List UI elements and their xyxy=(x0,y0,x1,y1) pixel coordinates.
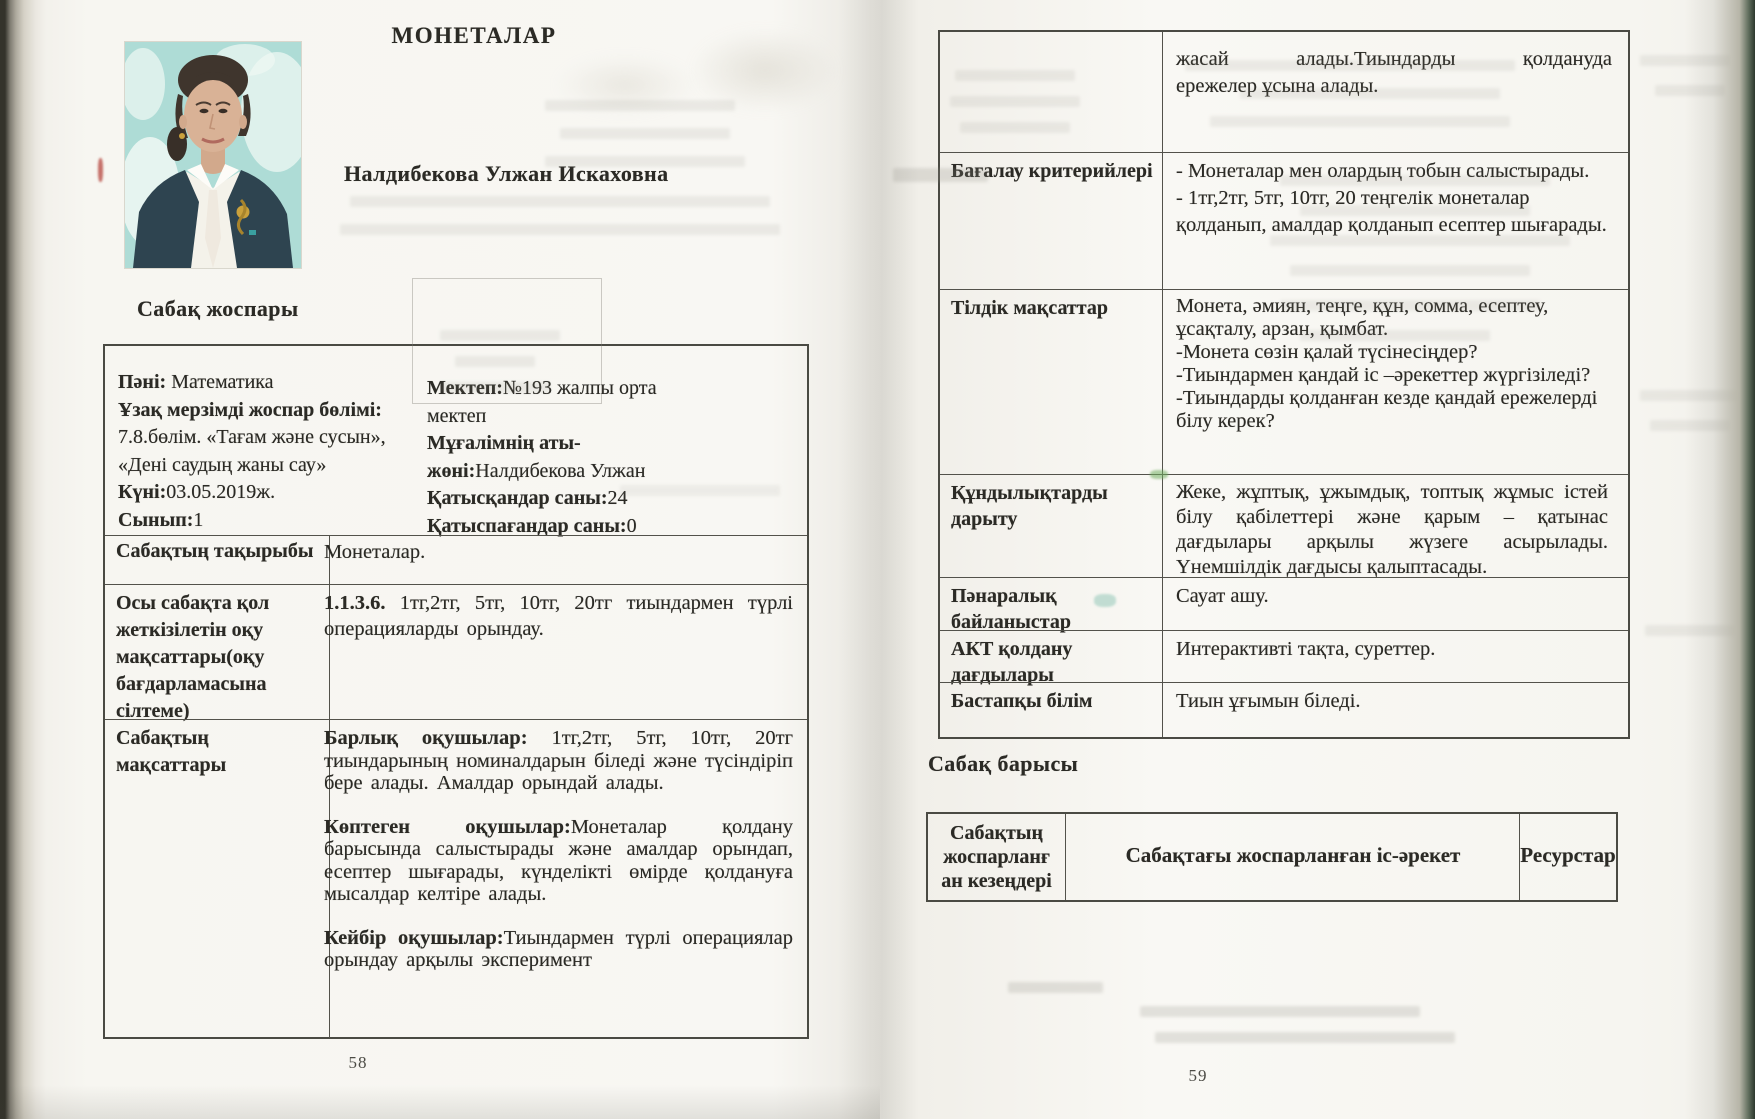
bleedthrough-artifact xyxy=(1300,330,1490,341)
language-goals-row xyxy=(940,289,1628,475)
bleedthrough-artifact xyxy=(1185,60,1515,71)
objectives-row xyxy=(105,584,807,720)
bleedthrough-artifact xyxy=(1270,235,1570,246)
page-number-left: 58 xyxy=(348,1053,368,1072)
bleedthrough-artifact xyxy=(1008,982,1103,993)
cyan-ink-fleck xyxy=(1094,594,1116,607)
bleedthrough-artifact xyxy=(1155,1032,1455,1043)
lesson-info-table xyxy=(103,344,809,1039)
values-row xyxy=(940,474,1628,578)
book-spine-shadow xyxy=(838,0,918,1119)
goals-label: Сабақтың мақсаттары xyxy=(105,720,330,1038)
bleedthrough-artifact xyxy=(440,330,560,341)
page-right xyxy=(878,0,1755,1119)
topic-value: Монеталар. xyxy=(324,541,426,563)
bleedthrough-artifact xyxy=(950,96,1080,107)
ict-value: Интерактивті тақта, суреттер. xyxy=(1176,638,1436,660)
page-number-right: 59 xyxy=(1188,1066,1208,1085)
author-name: Налдибекова Улжан Искаховна xyxy=(344,161,669,186)
bleedthrough-artifact xyxy=(620,485,780,496)
language-goals-value: Монета, әмиян, теңге, құн, сомма, есептеу, ұсақталу, арзан, қымбат. -Монета сөзін қалай түсінесіңдер? -Тиындармен қандай іс –әрекеттер жүргізіледі? -Тиындарды қолданған кезде қандай ережелерді білу керек? xyxy=(1176,295,1598,432)
red-ink-fleck xyxy=(98,158,103,182)
info-left-block: Пәні: Математика Ұзақ мерзімді жоспар бөлімі: 7.8.бөлім. «Тағам және сусын», «Дені саудың жаны сау» Күні:03.05.2019ж. Сынып:1 xyxy=(118,371,386,531)
scan-right-edge xyxy=(1685,0,1755,1119)
plan-col-resources: Ресурстар xyxy=(1519,814,1616,900)
prior-knowledge-label: Бастапқы білім xyxy=(951,690,1093,712)
bleedthrough-artifact xyxy=(545,100,735,111)
bleedthrough-artifact xyxy=(560,128,730,139)
criteria-label: Бағалау критерийлері xyxy=(951,160,1153,182)
green-ink-fleck xyxy=(1150,470,1168,479)
prior-knowledge-row xyxy=(940,682,1628,738)
cross-subject-label: Пәнаралық байланыстар xyxy=(951,585,1071,633)
objectives-label: Осы сабақта қол жеткізілетін оқу мақсаттары(оқу бағдарламасына сілтеме) xyxy=(105,585,330,720)
goals-row xyxy=(105,719,807,1038)
topic-row xyxy=(105,535,807,585)
continuation-text: жасай алады.Тиындарды қолдануда ережелер ұсына алады. xyxy=(1176,48,1612,97)
bleedthrough-artifact xyxy=(1280,300,1540,311)
bleedthrough-artifact xyxy=(455,356,535,367)
objectives-value: 1.1.3.6. 1тг,2тг, 5тг, 10тг, 20тг тиындармен түрлі операцияларды орындау. xyxy=(324,592,793,640)
lesson-course-heading: Сабақ барысы xyxy=(928,751,1079,776)
bleedthrough-artifact xyxy=(440,382,550,393)
goal-paragraph: Барлық оқушылар: 1тг,2тг, 5тг, 10тг, 20тг тиындарының номиналдарын біледі және түсіндіріп бере алады. Амалдар орындай алады. xyxy=(324,727,793,794)
bleedthrough-artifact xyxy=(350,196,770,207)
bleedthrough-artifact xyxy=(1300,205,1530,216)
bleedthrough-artifact xyxy=(1290,265,1530,276)
bleedthrough-artifact xyxy=(340,224,780,235)
goal-paragraph: Көптеген оқушылар:Монеталар қолдану барысында салыстырады және амалдар орындап, есептер шығарады, күнделікті өмірде қолдануға мысалдар келтіре алады. xyxy=(324,815,793,905)
values-label: Құндылықтарды дарыту xyxy=(951,482,1108,530)
lesson-plan-subtitle: Сабақ жоспары xyxy=(137,296,299,321)
bleedthrough-artifact xyxy=(545,156,745,167)
goal-paragraph: Кейбір оқушылар:Тиындармен түрлі операциялар орындау арқылы эксперимент xyxy=(324,926,793,971)
prior-knowledge-value: Тиын ұғымын біледі. xyxy=(1176,690,1361,712)
ict-row xyxy=(940,630,1628,686)
info-right-block: Мектеп:№193 жалпы орта мектеп Мұғалімнің аты- жөні:Налдибекова Улжан Қатысқандар саны:24 Қатыспағандар саны:0 xyxy=(427,377,657,537)
bleedthrough-artifact xyxy=(1140,1006,1420,1017)
scan-left-edge xyxy=(0,0,46,1119)
scan-bottom-shadow xyxy=(0,1085,880,1119)
cross-subject-row xyxy=(940,577,1628,631)
bleedthrough-artifact xyxy=(955,70,1075,81)
lesson-plan-table xyxy=(926,812,1618,902)
goals-value xyxy=(324,727,793,972)
teacher-photo-graphic xyxy=(125,42,301,268)
lesson-title: МОНЕТАЛАР xyxy=(391,23,557,48)
plan-col-activities: Сабақтағы жоспарланған іс-әрекет xyxy=(1125,843,1461,867)
topic-label: Сабақтың тақырыбы xyxy=(105,536,330,585)
values-value: Жеке, жұптық, ұжымдық, топтық жұмыс істей білу қабілеттері және қарым – қатынас дағдылары арқылы жүзеге асырылады. Үнемшілдік дағдысы қалыптасады. xyxy=(1176,481,1608,578)
bleedthrough-artifact xyxy=(1280,175,1550,186)
criteria-value: - Монеталар мен олардың тобын салыстырады. - 1тг,2тг, 5тг, 10тг, 20 теңгелік монеталар қолданып, амалдар қолданып есептер шығарады. xyxy=(1176,160,1607,236)
bleedthrough-artifact xyxy=(960,122,1070,133)
teacher-photo xyxy=(125,42,301,268)
bleedthrough-artifact xyxy=(1240,88,1500,99)
language-goals-label: Тілдік мақсаттар xyxy=(951,297,1108,319)
criteria-table xyxy=(938,30,1630,739)
plan-col-stages: Сабақтың жоспарланғ ан кезеңдері xyxy=(928,814,1066,900)
bleedthrough-artifact xyxy=(1210,116,1510,127)
ict-label: АКТ қолдану дағдылары xyxy=(951,638,1073,686)
cross-subject-value: Сауат ашу. xyxy=(1176,585,1269,607)
